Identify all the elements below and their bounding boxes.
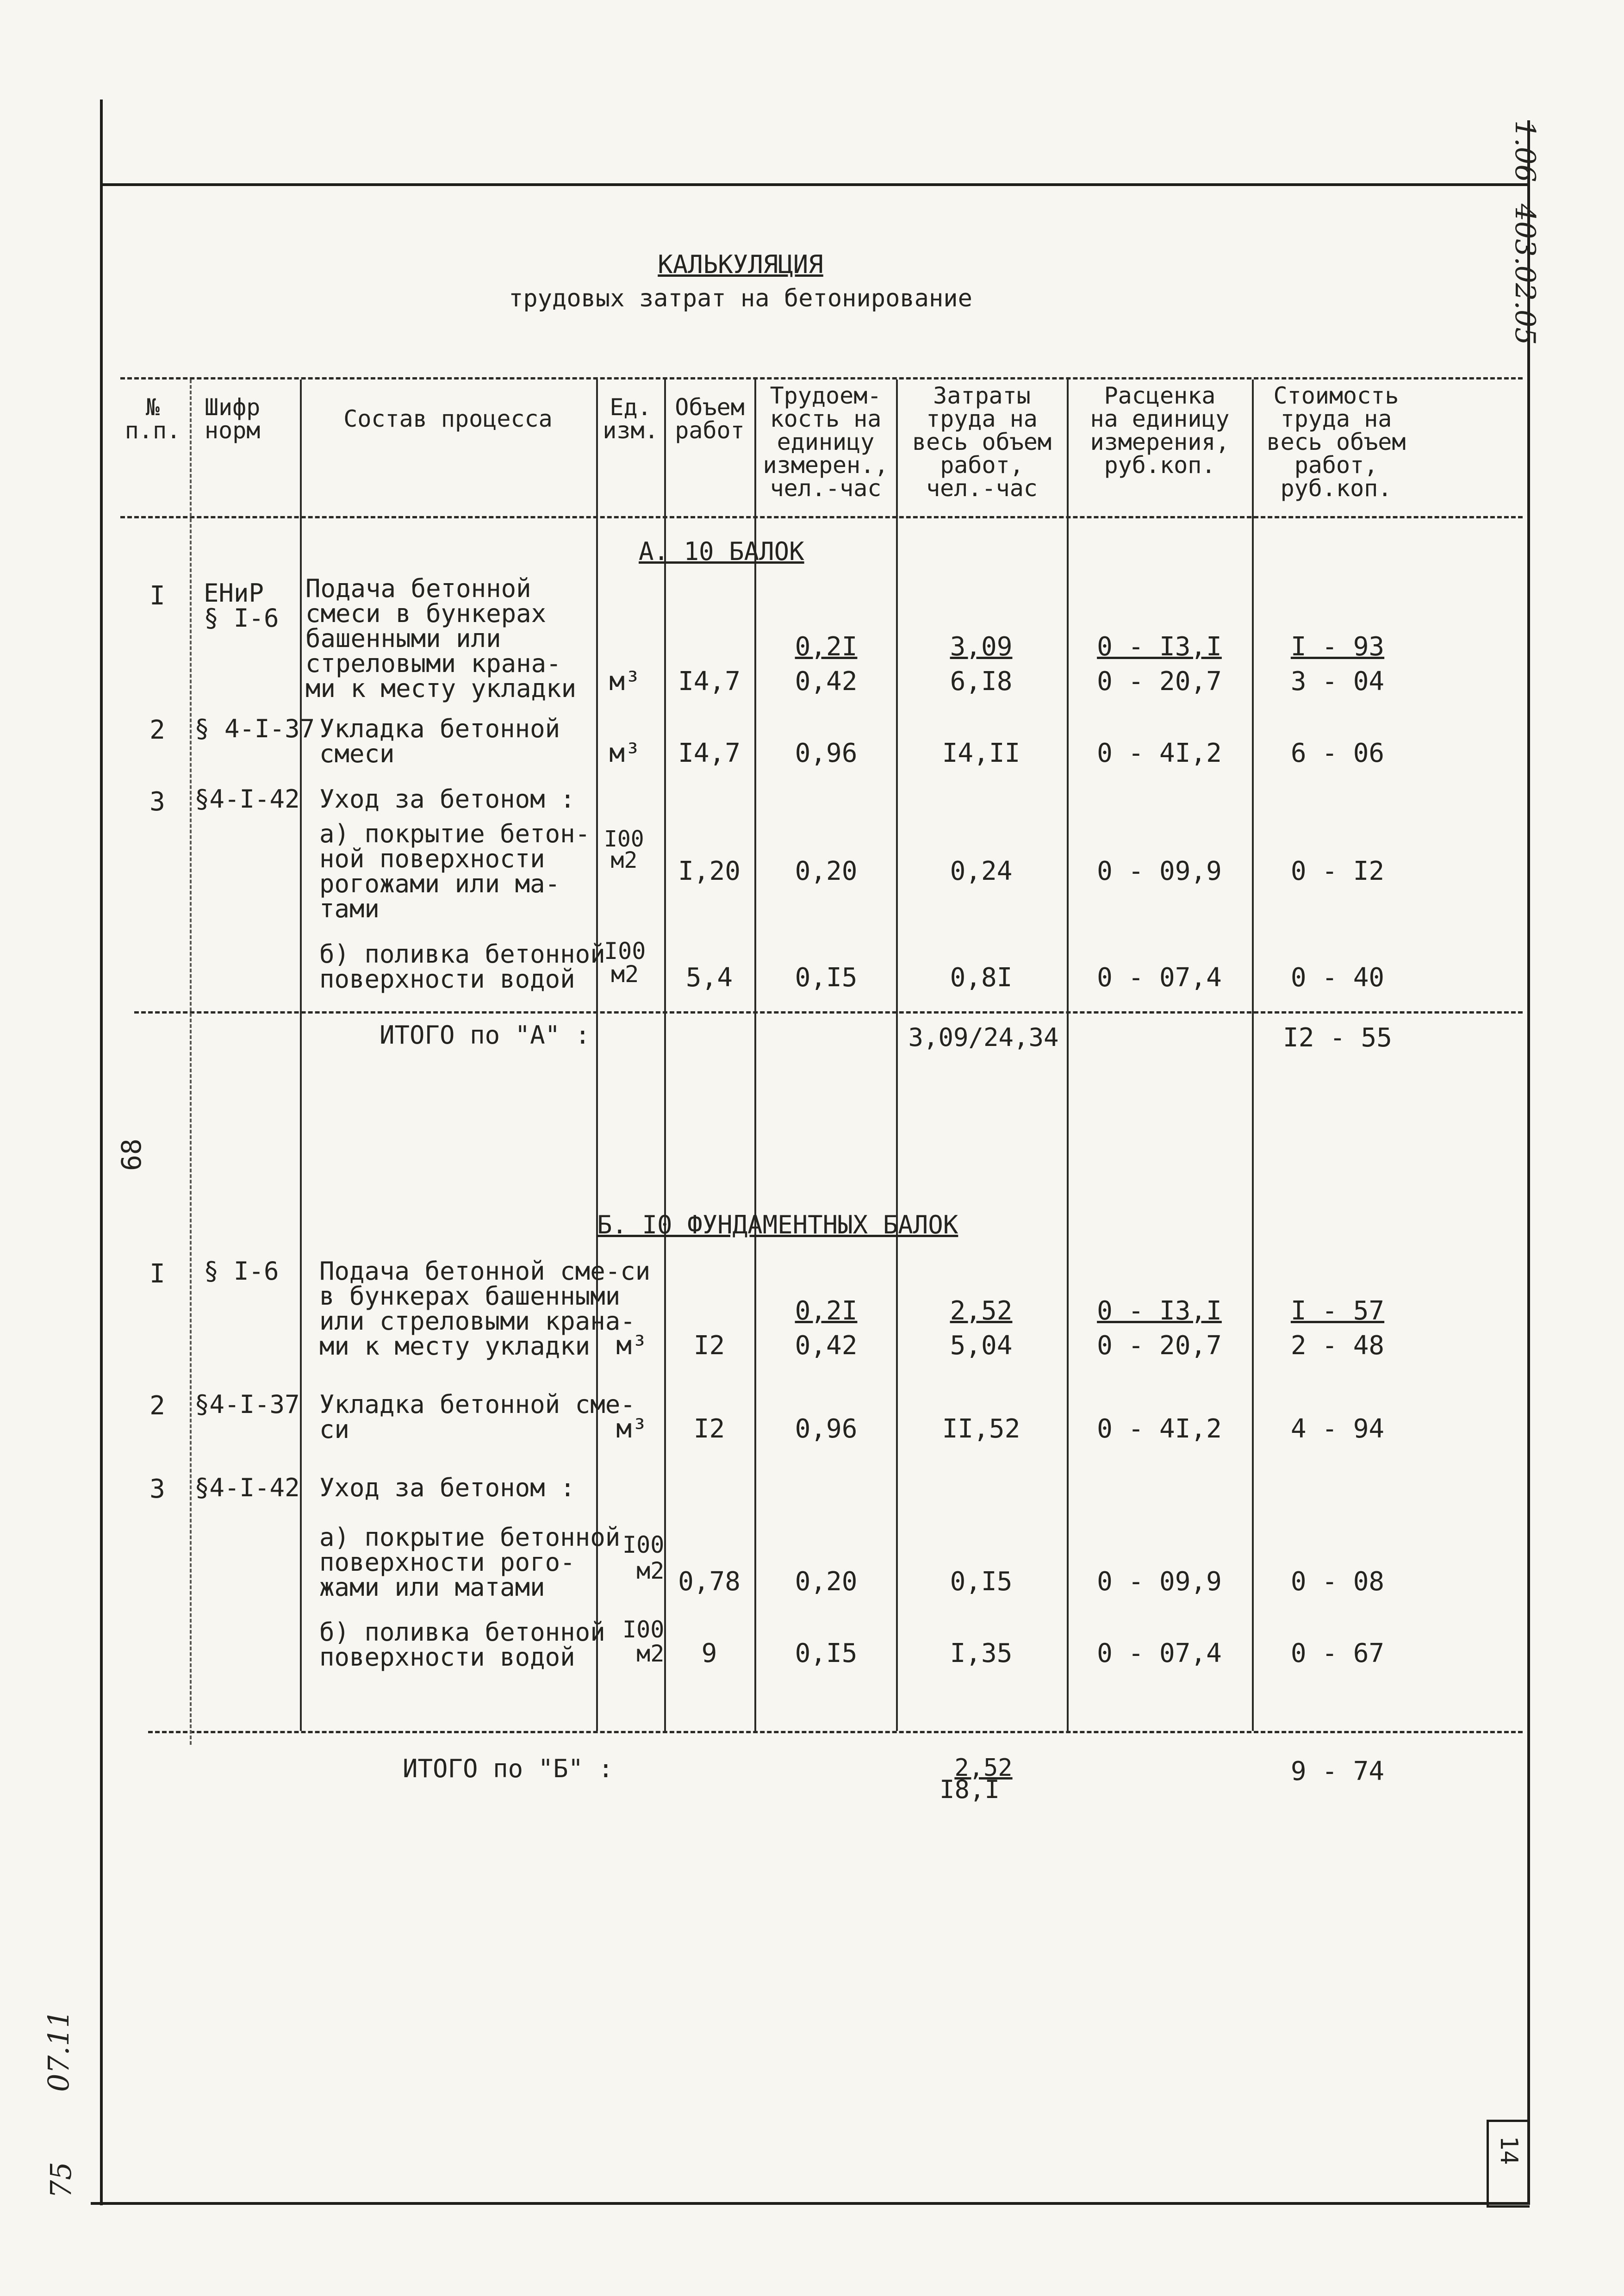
a-row3a-volume: I,20 [678, 856, 740, 886]
b-row1-unit: м³ [616, 1331, 647, 1361]
col-divider-8 [1252, 380, 1254, 1731]
a-row1-volume: I4,7 [678, 666, 740, 697]
a-row3b-cost: 0 - 40 [1290, 963, 1385, 993]
page-number: 14 [1495, 2136, 1523, 2165]
b-row2-rate: 0 - 4I,2 [1097, 1414, 1222, 1444]
b-row3a-labor-total: 0,I5 [950, 1567, 1013, 1597]
col-header-rate: Расценка на единицу измерения, руб.коп. [1090, 382, 1230, 479]
b-row3b-unit: I00 м2 [622, 1616, 665, 1667]
b-row1-number: I [149, 1259, 165, 1289]
a-row2-code: § 4-I-37 [194, 714, 315, 743]
col-header-cost: Стоимость труда на весь объем работ, руб.коп. [1266, 382, 1406, 502]
b-row3b-description: б) поливка бетонной поверхности водой [319, 1618, 605, 1672]
a-row3b-description: б) поливка бетонной поверхности водой [319, 940, 605, 994]
col-header-labor-unit: Трудоем- кость на единицу измерен., чел.-час [763, 382, 889, 502]
a-row2-volume: I4,7 [678, 738, 740, 768]
a-row1-cost-top: I - 93 [1290, 632, 1385, 662]
b-total-label: ИТОГО по "Б" : [403, 1754, 614, 1783]
col-header-code: Шифр норм [205, 394, 261, 444]
a-row1-unit: м³ [609, 666, 641, 697]
b-total-labor-top: 2,52 [954, 1754, 1013, 1782]
b-row2-number: 2 [149, 1391, 165, 1421]
document-title: КАЛЬКУЛЯЦИЯ [658, 250, 823, 279]
b-row3-description: Уход за бетоном : [319, 1473, 575, 1502]
a-row3-number: 3 [149, 787, 165, 817]
section-a-total-rule [134, 1011, 1523, 1014]
a-row1-labor-unit: 0,42 [795, 666, 858, 697]
b-row3b-cost: 0 - 67 [1290, 1638, 1385, 1668]
a-row1-labor-total-top: 3,09 [950, 632, 1013, 662]
a-total-cost: I2 - 55 [1282, 1023, 1392, 1053]
col-divider-2 [300, 380, 302, 1731]
col-divider-1 [190, 380, 192, 1745]
a-row1-cost: 3 - 04 [1290, 666, 1385, 697]
b-row2-code: §4-I-37 [194, 1390, 300, 1419]
b-row1-volume: I2 [693, 1331, 725, 1361]
a-row1-description: Подача бетонной смеси в бункерах башенными или стреловыми крана- ми к месту укладки [305, 574, 577, 703]
a-row1-code: ЕНиР § I-6 [204, 579, 279, 633]
b-row2-description: Укладка бетонной сме- си [319, 1390, 635, 1444]
a-row3a-rate: 0 - 09,9 [1097, 856, 1222, 886]
a-row2-unit: м³ [609, 738, 641, 768]
b-row1-labor-unit-top: 0,2I [795, 1296, 858, 1326]
b-row3a-rate: 0 - 09,9 [1097, 1567, 1222, 1597]
a-row2-description: Укладка бетонной смеси [319, 714, 560, 768]
col-header-labor-total: Затраты труда на весь объем работ, чел.-час [912, 382, 1052, 502]
a-row3a-labor-total: 0,24 [950, 856, 1013, 886]
b-row3a-volume: 0,78 [678, 1567, 740, 1597]
a-row3b-unit: I00 м2 [604, 938, 646, 988]
section-b-total-rule [148, 1731, 1523, 1733]
col-divider-7 [1067, 380, 1069, 1731]
b-row1-description: Подача бетонной сме-си в бункерах башенными или стреловыми крана- ми к месту укладки [319, 1257, 651, 1361]
b-row1-rate-top: 0 - I3,I [1097, 1296, 1222, 1326]
b-row3-number: 3 [149, 1474, 165, 1504]
section-a-heading: А. 10 БАЛОК [639, 537, 804, 566]
b-total-cost: 9 - 74 [1290, 1756, 1385, 1786]
col-header-volume: Объем работ [675, 394, 745, 444]
a-row3b-labor-total: 0,8I [950, 963, 1013, 993]
frame-top-border [100, 183, 1528, 186]
a-row2-rate: 0 - 4I,2 [1097, 738, 1222, 768]
col-divider-5 [754, 380, 756, 1731]
a-row3a-unit: I00 м2 [604, 826, 644, 873]
b-row3b-labor-unit: 0,I5 [795, 1638, 858, 1668]
a-row1-rate: 0 - 20,7 [1097, 666, 1222, 697]
a-row1-number: I [149, 581, 165, 611]
a-row3b-rate: 0 - 07,4 [1097, 963, 1222, 993]
b-row1-rate: 0 - 20,7 [1097, 1331, 1222, 1361]
col-header-number: № п.п. [124, 394, 181, 444]
a-row1-labor-unit-top: 0,2I [795, 632, 858, 662]
frame-left-border [100, 100, 103, 2205]
col-header-process: Состав процесса [343, 405, 553, 432]
header-bottom-rule [120, 516, 1523, 518]
b-row3a-cost: 0 - 08 [1290, 1567, 1385, 1597]
a-total-label: ИТОГО по "А" : [380, 1020, 591, 1050]
b-row1-labor-total: 5,04 [950, 1331, 1013, 1361]
b-row2-labor-unit: 0,96 [795, 1414, 858, 1444]
bottom-left-note: 07.11 [42, 2010, 75, 2092]
b-row3-code: §4-I-42 [194, 1473, 300, 1502]
bottom-left-number: 75 [44, 2162, 78, 2198]
a-row3b-volume: 5,4 [685, 963, 733, 993]
vertical-document-code: 403.02.05 [1509, 204, 1541, 345]
col-divider-6 [896, 380, 898, 1731]
b-row2-labor-total: II,52 [942, 1414, 1020, 1444]
b-row1-labor-unit: 0,42 [795, 1331, 858, 1361]
a-row2-number: 2 [149, 715, 165, 745]
a-row3a-description: а) покрытие бетон- ной поверхности рогожами или ма- тами [319, 819, 591, 923]
col-header-unit: Ед. изм. [603, 394, 659, 444]
section-b-heading: Б. I0 ФУНДАМЕНТНЫХ БАЛОК [597, 1210, 958, 1239]
b-row2-volume: I2 [693, 1414, 725, 1444]
a-row3a-labor-unit: 0,20 [795, 856, 858, 886]
a-row1-labor-total: 6,I8 [950, 666, 1013, 697]
document-subtitle: трудовых затрат на бетонирование [509, 285, 972, 312]
corner-note: 1.06 [1509, 120, 1541, 182]
a-row2-labor-total: I4,II [942, 738, 1020, 768]
b-row3a-unit: I00 м2 [622, 1531, 665, 1584]
b-total-labor: I8,I [939, 1775, 1000, 1804]
frame-bottom-border [91, 2202, 1530, 2205]
frame-right-border [1527, 120, 1530, 2203]
b-row3b-rate: 0 - 07,4 [1097, 1638, 1222, 1668]
a-row3-code: §4-I-42 [194, 784, 300, 814]
b-row3a-labor-unit: 0,20 [795, 1567, 858, 1597]
a-row3b-labor-unit: 0,I5 [795, 963, 858, 993]
a-row3a-cost: 0 - I2 [1290, 856, 1385, 886]
b-row2-unit: м³ [616, 1414, 647, 1444]
a-total-labor: 3,09/24,34 [908, 1023, 1059, 1052]
b-row1-cost-top: I - 57 [1290, 1296, 1385, 1326]
b-row1-code: § I-6 [204, 1257, 279, 1286]
a-row3-description: Уход за бетоном : [319, 784, 575, 814]
b-row3a-description: а) покрытие бетонной поверхности рого- жами или матами [319, 1523, 621, 1602]
b-row1-labor-total-top: 2,52 [950, 1296, 1013, 1326]
a-row2-cost: 6 - 06 [1290, 738, 1385, 768]
b-row2-cost: 4 - 94 [1290, 1414, 1385, 1444]
col-divider-4 [664, 380, 666, 1731]
a-row2-labor-unit: 0,96 [795, 738, 858, 768]
table-top-rule [120, 377, 1523, 380]
b-row3b-volume: 9 [701, 1638, 717, 1668]
a-row1-rate-top: 0 - I3,I [1097, 632, 1222, 662]
left-margin-number: 68 [116, 1139, 147, 1171]
b-row1-cost: 2 - 48 [1290, 1331, 1385, 1361]
b-row3b-labor-total: I,35 [950, 1638, 1013, 1668]
